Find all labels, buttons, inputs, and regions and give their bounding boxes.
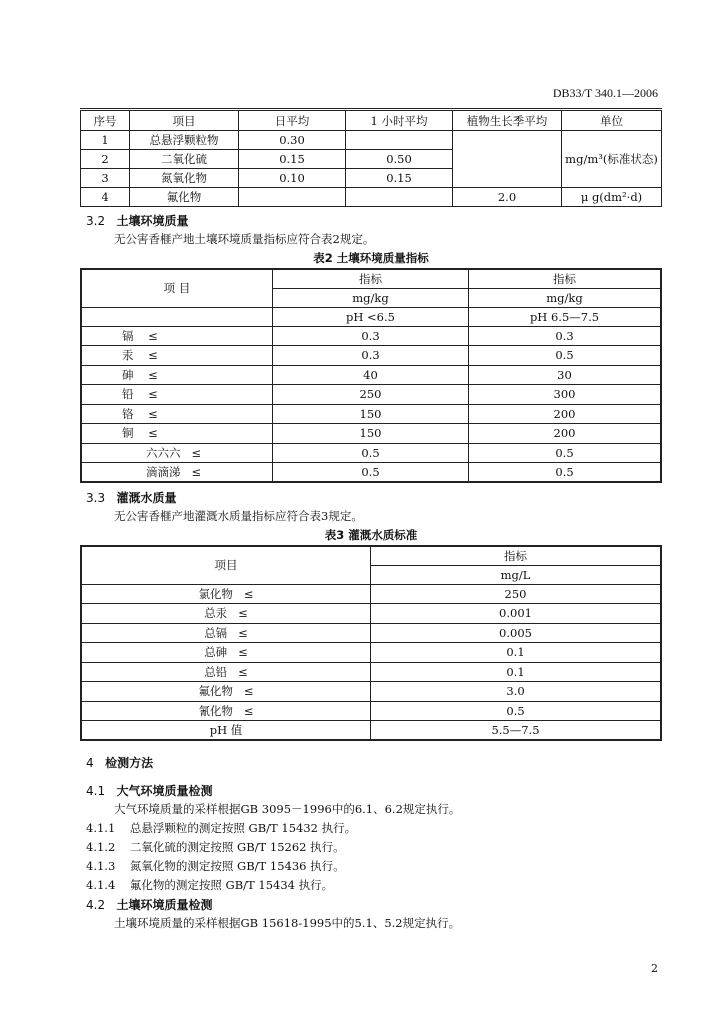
table2-cell: 0.5 (273, 463, 469, 483)
section-title: 大气环境质量检测 (116, 784, 213, 798)
table2-cell: 0.5 (273, 443, 469, 463)
table1-cell: 氮氧化物 (130, 169, 239, 188)
table2-item-header-blank (81, 307, 273, 326)
clause-number: 4.1.4 (86, 878, 116, 892)
table1-cell: 总悬浮颗粒物 (130, 131, 239, 150)
table2-cell: 200 (469, 424, 662, 444)
document-code: DB33/T 340.1—2006 (552, 86, 658, 100)
clause-4-1-1 (86, 820, 356, 836)
table1-header-daily: 日平均 (239, 111, 346, 131)
table2-row-item: 铜 ≤ (81, 424, 273, 444)
section-4-1-text: 大气环境质量的采样根据GB 3095－1996中的6.1、6.2规定执行。 (114, 802, 461, 816)
section-title: 土壤环境质量 (116, 214, 189, 228)
section-title: 检测方法 (105, 756, 154, 770)
table2-cell: 0.3 (273, 346, 469, 366)
table1-header-no: 序号 (81, 111, 130, 131)
table2-item-header: 项 目 (81, 269, 273, 307)
table2-cell: 250 (273, 385, 469, 405)
section-4-1-heading (86, 782, 213, 799)
table2-cell: 0.5 (469, 346, 662, 366)
table1-cell: 0.30 (239, 131, 346, 150)
table2-col2-ph: pH 6.5—7.5 (469, 307, 662, 326)
table1-cell-empty (453, 131, 562, 188)
table2-cell: 300 (469, 385, 662, 405)
table1-header-item: 项目 (130, 111, 239, 131)
table3-caption: 表3 灌溉水质标准 (324, 528, 418, 542)
table3-cell: 3.0 (371, 682, 662, 702)
clause-number: 4.1.1 (86, 821, 116, 835)
table2-cell: 0.5 (469, 463, 662, 483)
table2-row-item: 砷 ≤ (81, 365, 273, 385)
table1-cell: 0.15 (346, 169, 453, 188)
table2-col2-header-label: 指标 (469, 269, 662, 288)
table1-cell: 4 (81, 188, 130, 207)
table3-row-item: pH 值 (81, 721, 371, 741)
clause-4-1-4 (86, 877, 333, 893)
table2-row-item: 铅 ≤ (81, 385, 273, 405)
table2-cell: 150 (273, 404, 469, 424)
section-title: 土壤环境质量检测 (116, 898, 213, 912)
table3-row-item: 总汞 ≤ (81, 604, 371, 624)
table1-air-quality (80, 110, 662, 207)
header-rule (80, 108, 662, 109)
table2-row-item: 六六六 ≤ (81, 443, 273, 463)
table2-cell: 30 (469, 365, 662, 385)
table2-cell: 0.3 (273, 326, 469, 346)
clause-text: 二氧化硫的测定按照 GB/T 15262 执行。 (129, 840, 345, 854)
table1-cell: 二氧化硫 (130, 150, 239, 169)
table1-cell: 0.15 (239, 150, 346, 169)
table1-cell: 氟化物 (130, 188, 239, 207)
table1-header-season: 植物生长季平均 (453, 111, 562, 131)
table1-header-unit: 单位 (562, 111, 662, 131)
section-4-heading (86, 754, 153, 771)
clause-number: 4.1.3 (86, 859, 116, 873)
table2-col2-unit: mg/kg (469, 288, 662, 307)
section-3-3-text: 无公害香榧产地灌溉水质量指标应符合表3规定。 (114, 509, 363, 523)
table2-cell: 40 (273, 365, 469, 385)
table3-value-unit: mg/L (371, 565, 662, 584)
table2-row-item: 滴滴涕 ≤ (81, 463, 273, 483)
clause-text: 氟化物的测定按照 GB/T 15434 执行。 (129, 878, 334, 892)
table1-cell (346, 188, 453, 207)
table2-row-item: 汞 ≤ (81, 346, 273, 366)
table3-cell: 0.1 (371, 643, 662, 663)
table1-header-hourly: 1 小时平均 (346, 111, 453, 131)
section-3-2-text: 无公害香榧产地土壤环境质量指标应符合表2规定。 (114, 232, 375, 246)
table3-row-item: 总砷 ≤ (81, 643, 371, 663)
table3-cell: 250 (371, 584, 662, 604)
section-number: 3.3 (86, 491, 106, 505)
table1-cell: 0.10 (239, 169, 346, 188)
section-number: 4.1 (86, 784, 106, 798)
clause-text: 总悬浮颗粒的测定按照 GB/T 15432 执行。 (129, 821, 357, 835)
section-4-2-text: 土壤环境质量的采样根据GB 15618-1995中的5.1、5.2规定执行。 (114, 916, 461, 930)
table3-cell: 0.001 (371, 604, 662, 624)
section-number: 3.2 (86, 214, 106, 228)
table1-cell: 2 (81, 150, 130, 169)
table2-col1-header-label: 指标 (273, 269, 469, 288)
table1-cell: 3 (81, 169, 130, 188)
table3-cell: 0.005 (371, 623, 662, 643)
table2-cell: 0.5 (469, 443, 662, 463)
section-number: 4 (86, 756, 94, 770)
table2-col1-ph: pH <6.5 (273, 307, 469, 326)
table3-cell: 0.1 (371, 662, 662, 682)
table2-cell: 200 (469, 404, 662, 424)
table1-cell (239, 188, 346, 207)
clause-4-1-2 (86, 839, 345, 855)
table1-cell: 1 (81, 131, 130, 150)
section-number: 4.2 (86, 898, 106, 912)
table2-caption: 表2 土壤环境质量指标 (313, 251, 429, 265)
table1-cell (346, 131, 453, 150)
table3-row-item: 氯化物 ≤ (81, 584, 371, 604)
table2-cell: 150 (273, 424, 469, 444)
table1-season-value: 2.0 (453, 188, 562, 207)
table2-cell: 0.3 (469, 326, 662, 346)
clause-number: 4.1.2 (86, 840, 116, 854)
table3-item-header: 项目 (81, 546, 371, 584)
table2-col1-unit: mg/kg (273, 288, 469, 307)
table2-row-item: 镉 ≤ (81, 326, 273, 346)
table3-cell: 0.5 (371, 701, 662, 721)
section-title: 灌溉水质量 (116, 491, 177, 505)
table2-soil-quality (80, 268, 662, 483)
table1-cell: 0.50 (346, 150, 453, 169)
section-4-2-heading (86, 896, 213, 913)
table3-cell: 5.5—7.5 (371, 721, 662, 741)
page-number: 2 (651, 962, 658, 975)
table1-unit-ug: μ g(dm²·d) (562, 188, 662, 207)
table3-row-item: 总铅 ≤ (81, 662, 371, 682)
table3-row-item: 氟化物 ≤ (81, 682, 371, 702)
table2-row-item: 铬 ≤ (81, 404, 273, 424)
section-3-2-heading (86, 212, 189, 229)
section-3-3-heading (86, 489, 177, 506)
table1-unit-mgm3: mg/m³(标准状态) (562, 131, 662, 188)
table3-row-item: 总镉 ≤ (81, 623, 371, 643)
table3-irrigation-water (80, 545, 662, 741)
clause-4-1-3 (86, 858, 345, 874)
clause-text: 氮氧化物的测定按照 GB/T 15436 执行。 (129, 859, 345, 873)
table3-row-item: 氰化物 ≤ (81, 701, 371, 721)
table3-value-header-label: 指标 (371, 546, 662, 565)
